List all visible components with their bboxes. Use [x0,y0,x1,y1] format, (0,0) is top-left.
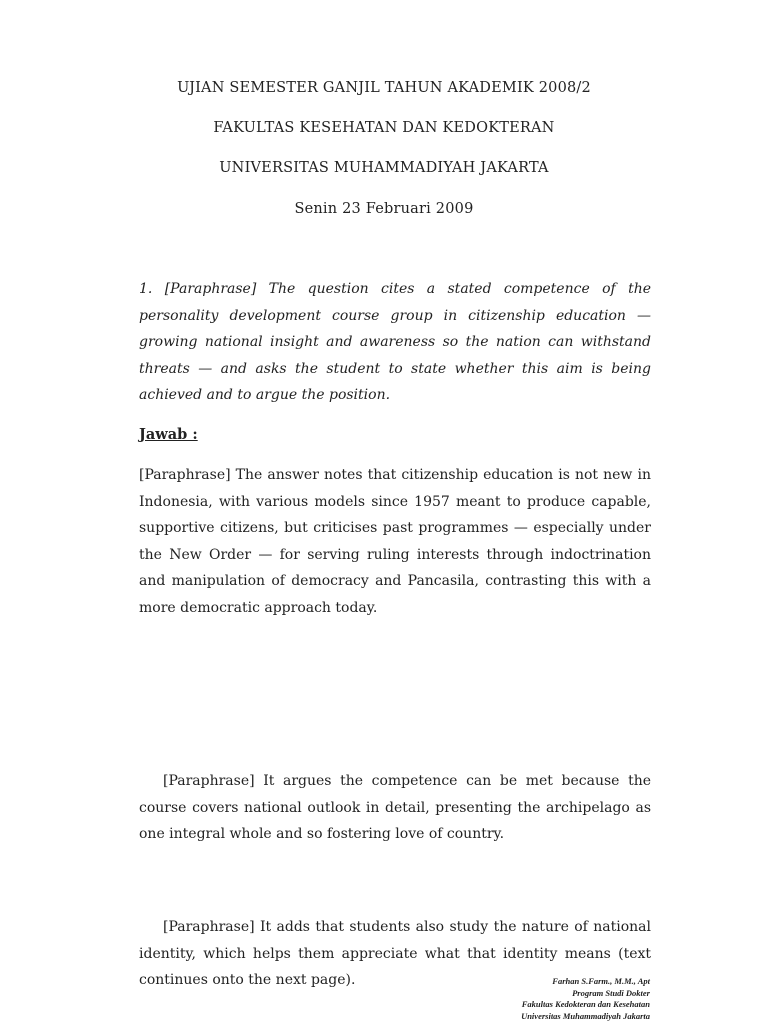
footer-program: Program Studi Dokter [572,987,650,998]
answer-paragraph-2: [Paraphrase] It argues the competence can be met because the course covers national outlook in detail, presenting the archipelago as one integral whole and so fostering love of country. [139,773,651,842]
author-signature [521,976,650,1022]
answer-paragraph-1: [Paraphrase] The answer notes that citizenship education is not new in Indonesia, with various models since 1957 meant to produce capable, supportive citizens, but criticises past programmes — especially under the New Order — for serving ruling interests through indoctrination and manipulation of democracy and Pancasila, contrasting this with a more democratic approach today. [139,467,651,616]
answer-label: Jawab : [139,426,198,443]
footer-author: Farhan S.Farm., M.M., Apt [552,976,650,986]
university-name: UNIVERSITAS MUHAMMADIYAH JAKARTA [219,160,549,176]
exam-date: Senin 23 Februari 2009 [294,201,474,217]
faculty-name: FAKULTAS KESEHATAN DAN KEDOKTERAN [213,120,555,136]
footer-university: Universitas Muhammadiyah Jakarta [521,1010,650,1021]
exam-title: UJIAN SEMESTER GANJIL TAHUN AKADEMIK 2008/2 [177,80,591,96]
exam-question: 1. [Paraphrase] The question cites a stated competence of the personality development course group in citizenship education — growing national insight and awareness so the nation can withstand threats — and asks the student to state whether this aim is being achieved and to argue the position. [139,281,651,403]
footer-faculty: Fakultas Kedokteran dan Kesehatan [521,999,650,1009]
answer-paragraph-3: [Paraphrase] It adds that students also study the nature of national identity, which helps them appreciate what that identity means (text continues onto the next page). [139,919,651,988]
